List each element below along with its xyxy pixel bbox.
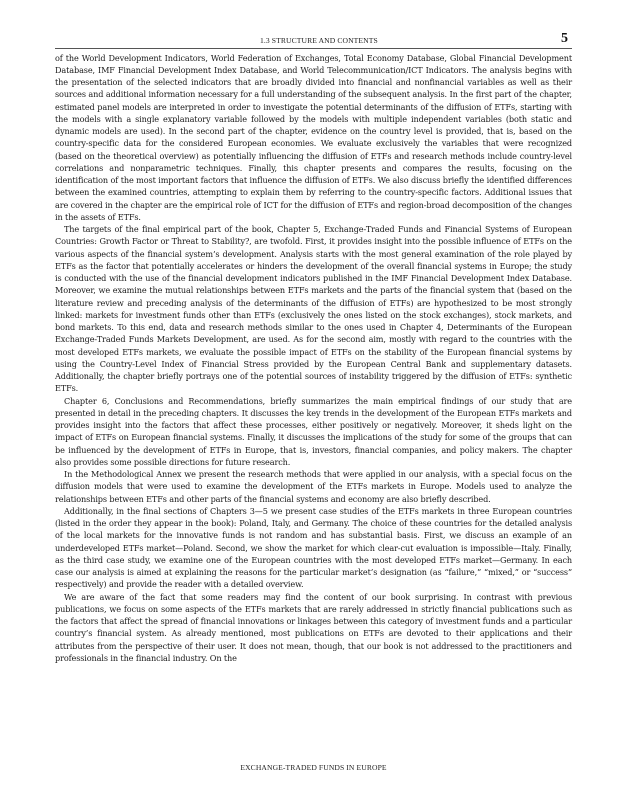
page-footer: EXCHANGE-TRADED FUNDS IN EUROPE <box>240 763 387 772</box>
running-head: 1.3 STRUCTURE AND CONTENTS <box>260 36 378 45</box>
body-text <box>55 52 572 665</box>
paragraph-methodological-annex: In the Methodological Annex we present the research methods that were applied in our analysis, with a special focus on the diffusion models that were used to examine the development of the ETFs markets in Europe. Models used to analyze the relationships between ETFs and other parts of the financial systems and economy are also briefly described. <box>55 469 572 504</box>
paragraph-chapter-5: The targets of the final empirical part of the book, Chapter 5, Exchange-Traded Funds and Financial Systems of European Countries: Growth Factor or Threat to Stability?, are twofold. First, it provides insight into the possible influence of ETFs on the various aspects of the financial system’s development. Analysis starts with the most general examination of the role played by ETFs as the factor that potentially accelerates or hinders the development of the overall financial systems in Europe; the study is conducted with the use of the financial development indicators published in the IMF Financial Development Index Database. Moreover, we examine the mutual relationships between ETFs markets and the parts of the financial system that (based on the literature review and preceding analysis of the determinants of the diffusion of ETFs) are hypothesized to be most strongly linked: markets for investment funds other than ETFs (exclusively the ones listed on the stock exchanges), stock markets, and bond markets. To this end, data and research methods similar to the ones used in Chapter 4, Determinants of the European Exchange-Traded Funds Markets Development, are used. As for the second aim, mostly with regard to the countries with the most developed ETFs markets, we evaluate the possible impact of ETFs on the stability of the European financial systems by using the Country-Level Index of Financial Stress provided by the European Central Bank and supplementary datasets. Additionally, the chapter briefly portrays one of the potential sources of instability triggered by the diffusion of ETFs: synthetic ETFs. <box>55 224 572 394</box>
paragraph-case-studies: Additionally, in the final sections of Chapters 3—5 we present case studies of the ETFs markets in three European countries (listed in the order they appear in the book): Poland, Italy, and Germany. The choice of these countries for the detailed analysis of the local markets for the innovative funds is not random and has substantial basis. First, we discuss an example of an underdeveloped ETFs market—Poland. Second, we show the market for which clear-cut evaluation is impossible—Italy. Finally, as the third case study, we examine one of the European countries with the most developed ETFs market—Germany. In each case our analysis is aimed at explaining the reasons for the particular market’s designation (as “failure,” “mixed,” or “success” respectively) and provide the reader with a detailed overview. <box>55 505 572 590</box>
paragraph-chapter-6: Chapter 6, Conclusions and Recommendations, briefly summarizes the main empirical findings of our study that are presented in detail in the preceding chapters. It discusses the key trends in the development of the European ETFs markets and provides insight into the factors that affect these processes, either positively or negatively. Moreover, it sheds light on the impact of ETFs on European financial systems. Finally, it discusses the implications of the study for some of the groups that can be influenced by the development of ETFs in Europe, that is, investors, financial companies, and policy makers. The chapter also provides some possible directions for future research. <box>55 395 572 467</box>
paragraph-continuation: of the World Development Indicators, World Federation of Exchanges, Total Economy Database, Global Financial Development Database, IMF Financial Development Index Database, and World Telecommunication/ICT Indicators. The analysis begins with the presentation of the selected indicators that are broadly divided into financial and nonfinancial variables as well as their sources and additional information necessary for a full understanding of the subsequent analysis. In the first part of the chapter, estimated panel models are interpreted in order to investigate the potential determinants of the diffusion of ETFs, starting with the models with a single explanatory variable followed by the models with multiple independent variables (both static and dynamic models are used). In the second part of the chapter, evidence on the country level is provided, that is, based on the country-specific data for the considered European economies. We evaluate exclusively the variables that were recognized (based on the theoretical overview) as potentially influencing the diffusion of ETFs and research methods include country-level correlations and nonparametric techniques. Finally, this chapter presents and compares the results, focusing on the identification of the most important factors that influence the diffusion of ETFs. We also discuss briefly the identified differences between the examined countries, attempting to explain them by referring to the country-specific factors. Additional issues that are covered in the chapter are the empirical role of ICT for the diffusion of ETFs and region-broad decomposition of the changes in the assets of ETFs. <box>55 52 572 222</box>
header-rule <box>55 48 572 49</box>
paragraph-readers: We are aware of the fact that some readers may find the content of our book surprising. In contrast with previous publications, we focus on some aspects of the ETFs markets that are rarely addressed in strictly financial publications such as the factors that affect the spread of financial innovations or linkages between this category of investment funds and a particular country’s financial system. As already mentioned, most publications on ETFs are devoted to their applications and their attributes from the perspective of their user. It does not mean, though, that our book is not addressed to the practitioners and professionals in the financial industry. On the <box>55 591 572 663</box>
page-number: 5 <box>561 31 568 46</box>
